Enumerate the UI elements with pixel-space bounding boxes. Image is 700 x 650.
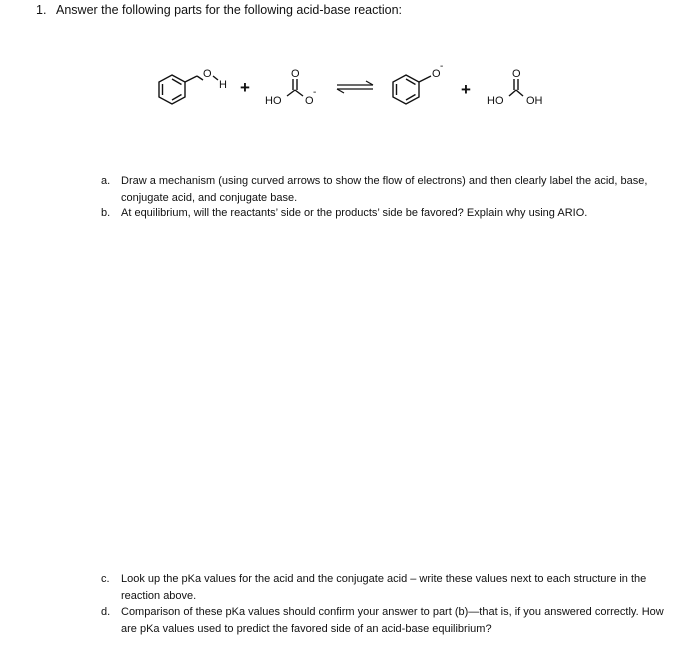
reaction-scheme	[0, 0, 700, 160]
part-b	[101, 205, 671, 222]
bicarbonate-o-label: O	[305, 95, 314, 107]
question-number: 1.	[36, 3, 47, 17]
part-c	[101, 571, 671, 604]
phenoxide-charge: -	[440, 61, 444, 72]
phenoxide-structure	[393, 75, 431, 104]
carbonic-acid-structure	[509, 79, 523, 96]
question-prompt: Answer the following parts for the following acid-base reaction:	[56, 3, 403, 17]
plus-sign-reactants: +	[240, 78, 250, 97]
equilibrium-arrow	[337, 81, 373, 93]
carbonic-acid-carbonyl-o: O	[512, 68, 521, 80]
part-d-letter: d.	[101, 606, 111, 618]
part-a	[101, 173, 671, 206]
part-b-text: At equilibrium, will the reactants’ side or the products’ side be favored? Explain why using ARIO.	[121, 207, 588, 219]
part-b-letter: b.	[101, 207, 111, 219]
phenoxide-o-label: O	[432, 68, 441, 80]
part-a-text: Draw a mechanism (using curved arrows to show the flow of electrons) and then clearly label the acid, base, conjugate acid, and conjugate base.	[121, 175, 648, 204]
part-d-text: Comparison of these pKa values should confirm your answer to part (b)—that is, if you answered correctly. How are pKa values used to predict the favored side of an acid-base equilibrium?	[121, 606, 664, 635]
phenol-h-label: H	[219, 79, 227, 91]
carbonic-acid-ho-label: HO	[487, 95, 504, 107]
part-a-letter: a.	[101, 175, 111, 187]
bicarbonate-structure	[287, 79, 303, 96]
carbonic-acid-oh-label: OH	[526, 95, 543, 107]
bicarbonate-charge: -	[313, 87, 317, 98]
part-d	[101, 604, 671, 637]
part-c-text: Look up the pKa values for the acid and the conjugate acid – write these values next to each structure in the reaction above.	[121, 573, 647, 602]
bicarbonate-carbonyl-o: O	[291, 68, 300, 80]
bicarbonate-ho-label: HO	[265, 95, 282, 107]
part-c-letter: c.	[101, 573, 110, 585]
phenol-o-label: O	[203, 68, 212, 80]
plus-sign-products: +	[461, 80, 471, 99]
